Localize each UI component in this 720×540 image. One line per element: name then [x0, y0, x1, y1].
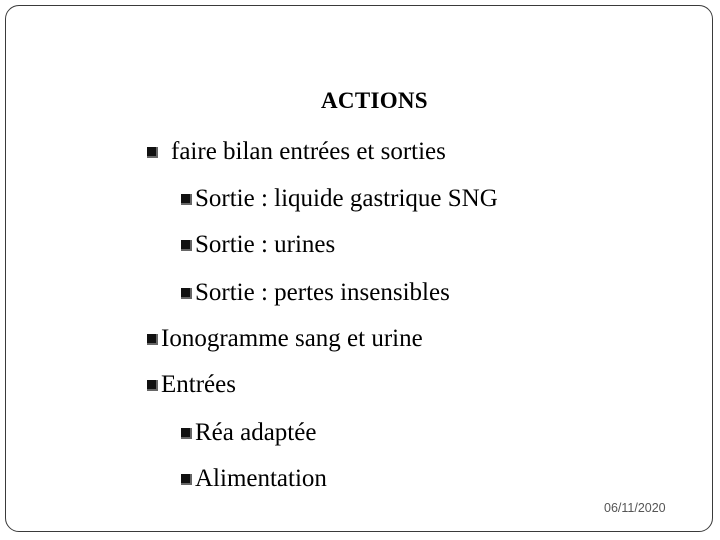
bullet-item: [147, 326, 423, 351]
checkbox-bullet-icon: [181, 288, 192, 299]
bullet-item: [181, 280, 450, 305]
bullet-text: Sortie : urines: [195, 231, 336, 258]
slide-title: ACTIONS: [321, 88, 428, 113]
checkbox-bullet-icon: [181, 474, 192, 485]
bullet-text: Sortie : liquide gastrique SNG: [195, 185, 498, 212]
bullet-item: [181, 420, 316, 445]
checkbox-bullet-icon: [147, 147, 158, 158]
bullet-item: [181, 466, 327, 491]
bullet-item: [147, 372, 236, 397]
slide-frame: [5, 5, 713, 532]
bullet-item: [181, 186, 498, 211]
bullet-text: Réa adaptée: [195, 419, 317, 446]
slide-date: 06/11/2020: [604, 501, 666, 515]
bullet-text: Alimentation: [195, 465, 327, 492]
bullet-text: faire bilan entrées et sorties: [171, 138, 446, 165]
checkbox-bullet-icon: [181, 428, 192, 439]
bullet-text: Sortie : pertes insensibles: [195, 279, 450, 306]
bullet-text: Entrées: [161, 371, 236, 398]
bullet-text: Ionogramme sang et urine: [161, 325, 423, 352]
checkbox-bullet-icon: [181, 240, 192, 251]
checkbox-bullet-icon: [181, 194, 192, 205]
checkbox-bullet-icon: [147, 334, 158, 345]
bullet-item: [181, 232, 335, 257]
bullet-item: [147, 139, 446, 164]
checkbox-bullet-icon: [147, 380, 158, 391]
